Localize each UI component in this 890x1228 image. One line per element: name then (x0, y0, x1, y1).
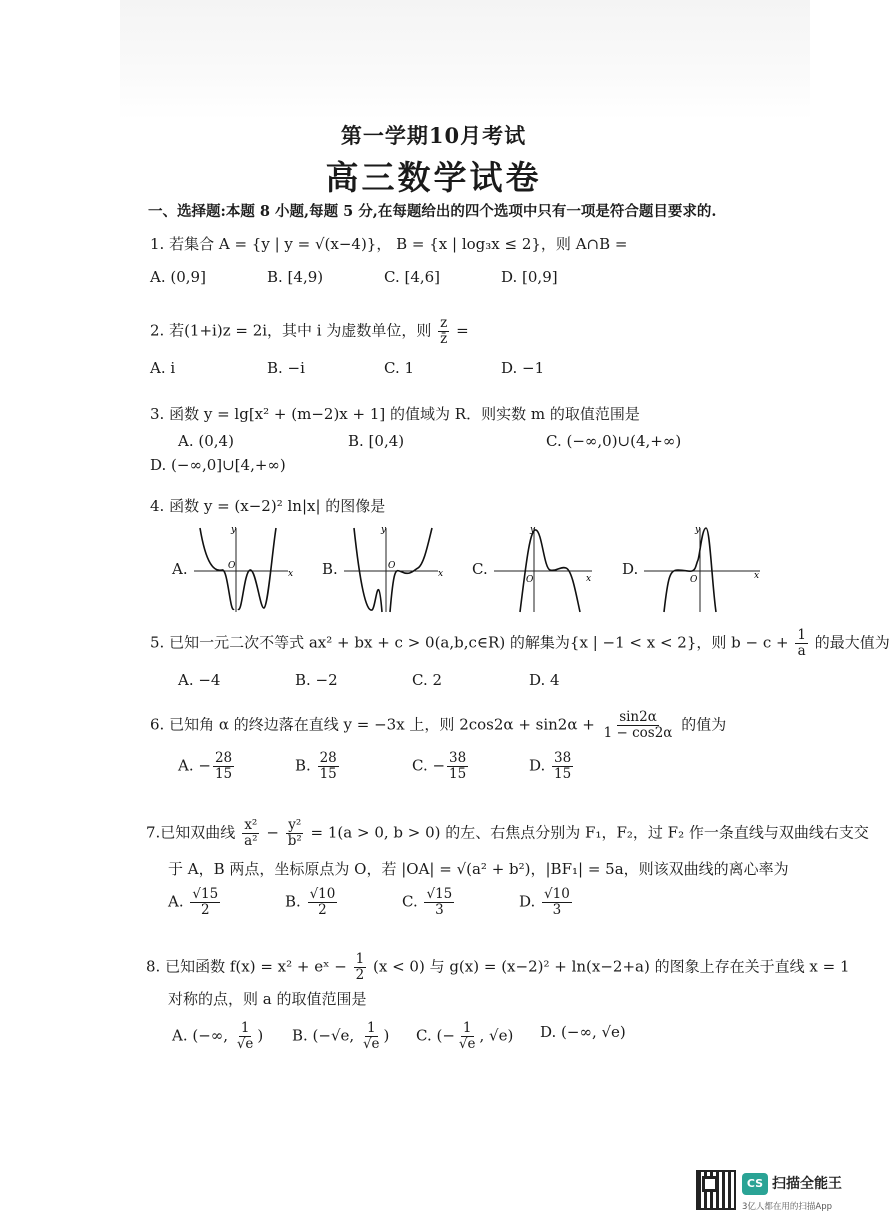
stem-tail: = (456, 321, 469, 340)
exam-title: 高三数学试卷 (325, 158, 542, 197)
stem-tail: 的最大值为 (814, 633, 890, 652)
fraction-denominator: 15 (319, 766, 337, 782)
option-label: A. (−∞, (172, 1026, 233, 1045)
option-label: D. (519, 892, 541, 911)
option-c (402, 887, 519, 918)
question-stem (150, 316, 830, 347)
fraction-denominator: 3 (552, 902, 562, 918)
fraction-numerator: sin2α (619, 709, 657, 725)
option-list (150, 430, 830, 478)
option-a: A. −4 (178, 671, 221, 689)
option-label: B. (285, 892, 306, 911)
fraction-denominator: a² (244, 833, 258, 849)
option-list (168, 887, 826, 918)
fraction-numerator: z (440, 315, 448, 331)
origin-label: O (526, 575, 534, 585)
graph-options (172, 524, 830, 614)
option-label: B. (322, 560, 338, 578)
fraction (795, 628, 808, 659)
x-axis-label: x (288, 569, 294, 579)
fraction-numerator: 1 (366, 1020, 376, 1036)
option-label: A. (168, 892, 189, 911)
option-c: C. 1 (384, 359, 415, 377)
fraction (308, 887, 338, 918)
option-label: A. (172, 560, 188, 578)
fraction-numerator: 1 (355, 951, 365, 967)
option-label: D. (−∞, √e) (540, 1023, 626, 1041)
scan-shadow (120, 0, 810, 120)
option-tail: ) (383, 1026, 390, 1045)
stem-text: 5. 已知一元二次不等式 ax² + bx + c > 0(a,b,c∈R) 的解集为{x | −1 < x < 2}，则 b − c + (150, 633, 789, 652)
fraction-numerator: 1 (797, 627, 806, 643)
option-a (168, 887, 285, 918)
fraction (235, 1021, 256, 1052)
x-axis-label: x (586, 574, 592, 584)
stem-text: (x < 0) 与 g(x) = (x−2)² + ln(x−2+a) 的图象上存在关于直线 x = 1 (372, 957, 850, 976)
option-a: A. (0,9] (150, 268, 206, 286)
fraction (242, 818, 259, 849)
option-a (172, 1021, 292, 1052)
option-d: D. [0,9] (501, 268, 558, 286)
stem-text: = 1(a > 0, b > 0) 的左、右焦点分别为 F₁，F₂，过 F₂ 作一条直线与双曲线右支交 (310, 823, 869, 842)
question-stem (146, 951, 850, 983)
fraction-numerator: √15 (426, 886, 453, 902)
question-stem-line2: 于 A，B 两点，坐标原点为 O，若 |OA| = √(a² + b²)，|BF₁| = 5a，则该双曲线的离心率为 (168, 860, 789, 878)
fraction-numerator: √10 (309, 886, 336, 902)
stem-text: 8. 已知函数 f(x) = x² + eˣ − (146, 957, 347, 976)
question-stem (150, 710, 830, 741)
question-stem (146, 817, 869, 849)
origin-label: O (228, 561, 236, 571)
option-label: C. (− (416, 1026, 455, 1045)
option-list (178, 669, 830, 691)
option-b: B. [0,4) (348, 432, 405, 450)
fraction-denominator: √e (458, 1036, 476, 1052)
graph-option-c (472, 524, 622, 614)
fraction-numerator: y² (288, 817, 302, 833)
graph-b-svg (344, 524, 444, 614)
fraction (447, 751, 468, 782)
option-label: D. (529, 756, 551, 775)
graph-option-a (172, 524, 322, 614)
x-axis-label: x (438, 569, 444, 579)
option-b (285, 887, 402, 918)
option-d (529, 751, 646, 782)
exam-header (0, 122, 867, 200)
y-axis-label: y (695, 525, 701, 535)
curve (664, 528, 716, 612)
question-stem: 1. 若集合 A = {y | y = √(x−4)}， B = {x | log₃x ≤ 2}，则 A∩B = (150, 235, 628, 253)
option-c (416, 1021, 540, 1052)
option-a: A. (0,4) (178, 432, 234, 450)
question-6 (150, 710, 830, 782)
fraction-denominator: b² (287, 833, 302, 849)
exam-subtitle: 第一学期10月考试 (340, 123, 527, 148)
scanner-app-tagline: 3亿人都在用的扫描App (742, 1202, 833, 1212)
origin-label: O (690, 575, 698, 585)
fraction-denominator: 2 (200, 902, 210, 918)
option-a: A. i (150, 359, 176, 377)
option-b: B. −i (267, 359, 305, 377)
question-4 (150, 494, 830, 614)
fraction-numerator: √15 (192, 886, 219, 902)
option-label: C. (402, 892, 423, 911)
option-b: B. [4,9) (267, 268, 324, 286)
fraction-denominator: 2 (355, 967, 365, 983)
fraction-numerator: 38 (554, 750, 572, 766)
option-b (295, 751, 412, 782)
fraction-numerator: 28 (319, 750, 337, 766)
option-label: B. (−√e, (292, 1026, 359, 1045)
camscanner-logo-icon: CS (742, 1173, 768, 1195)
fraction-denominator: 15 (214, 766, 233, 782)
fraction-numerator: 38 (449, 750, 467, 766)
y-axis-label: y (231, 525, 237, 535)
fraction-numerator: x² (244, 817, 258, 833)
y-axis-label: y (381, 525, 387, 535)
graph-option-b (322, 524, 472, 614)
option-d: D. 4 (529, 671, 560, 689)
fraction-denominator: a (797, 643, 806, 659)
fraction-numerator: 1 (462, 1020, 472, 1036)
fraction (213, 751, 234, 782)
option-label: D. (622, 560, 639, 578)
fraction (438, 316, 449, 347)
section-heading: 一、选择题:本题 8 小题,每题 5 分,在每题给出的四个选项中只有一项是符合题目要求的. (148, 203, 717, 220)
option-c (412, 751, 529, 782)
graph-option-d (622, 524, 772, 614)
option-list (172, 1021, 826, 1052)
question-2 (150, 316, 830, 379)
stem-text: 6. 已知角 α 的终边落在直线 y = −3x 上，则 2cos2α + sin2α + (150, 715, 595, 734)
curve (200, 528, 276, 609)
fraction-numerator: 1 (240, 1020, 250, 1036)
option-label: C. − (412, 756, 446, 775)
option-label: C. (472, 560, 488, 578)
fraction (552, 751, 573, 782)
fraction-denominator: 3 (435, 902, 444, 918)
fraction (457, 1021, 478, 1052)
question-3 (150, 402, 830, 478)
option-list (178, 751, 830, 782)
fraction (542, 887, 572, 918)
fraction-denominator: 1 − cos2α (603, 725, 673, 741)
stem-tail: 的值为 (681, 715, 727, 734)
option-d (540, 1021, 664, 1052)
fraction (602, 710, 675, 741)
stem-text: 7.已知双曲线 (146, 823, 236, 842)
option-label: B. (295, 756, 316, 775)
fraction (361, 1021, 382, 1052)
option-b (292, 1021, 416, 1052)
fraction-denominator: 15 (554, 766, 572, 782)
fraction (318, 751, 339, 782)
fraction-numerator: 28 (214, 750, 233, 766)
question-7 (146, 817, 869, 918)
option-a (178, 751, 295, 782)
fraction-denominator: 15 (449, 766, 467, 782)
fraction-denominator: z̄ (440, 331, 448, 347)
graph-c-svg (494, 524, 594, 614)
option-label: A. − (178, 756, 211, 775)
graph-d-svg (644, 524, 764, 614)
option-c: C. 2 (412, 671, 443, 689)
question-1 (150, 232, 830, 288)
fraction (354, 952, 367, 983)
fraction-denominator: √e (362, 1036, 380, 1052)
fraction-numerator: √10 (544, 886, 570, 902)
option-tail: ) (257, 1026, 264, 1045)
x-axis-label: x (754, 571, 760, 581)
option-b: B. −2 (295, 671, 338, 689)
question-8 (146, 951, 850, 1052)
stem-text: 2. 若(1+i)z = 2i，其中 i 为虚数单位，则 (150, 321, 432, 340)
question-stem: 4. 函数 y = (x−2)² ln|x| 的图像是 (150, 497, 386, 515)
fraction-denominator: 2 (318, 902, 327, 918)
graph-a-svg (194, 524, 294, 614)
qr-code-icon (696, 1170, 736, 1210)
fraction-denominator: √e (236, 1036, 254, 1052)
option-d: D. (−∞,0]∪[4,+∞) (150, 456, 286, 474)
y-axis-label: y (530, 525, 536, 535)
question-stem: 3. 函数 y = lg[x² + (m−2)x + 1] 的值域为 R．则实数 m 的取值范围是 (150, 405, 640, 423)
option-c: C. (−∞,0)∪(4,+∞) (546, 432, 682, 450)
scanner-app-name: 扫描全能王 (772, 1176, 842, 1192)
question-5 (150, 627, 890, 691)
fraction (190, 887, 220, 918)
fraction (286, 818, 304, 849)
option-d: D. −1 (501, 359, 545, 377)
option-list (150, 357, 830, 379)
origin-label: O (388, 561, 396, 571)
fraction (424, 887, 454, 918)
option-d (519, 887, 636, 918)
question-stem-line2: 对称的点，则 a 的取值范围是 (168, 990, 367, 1008)
option-c: C. [4,6] (384, 268, 441, 286)
option-tail: , √e) (479, 1026, 514, 1045)
question-stem (150, 627, 890, 659)
stem-text: − (266, 823, 279, 842)
option-list (150, 266, 830, 288)
